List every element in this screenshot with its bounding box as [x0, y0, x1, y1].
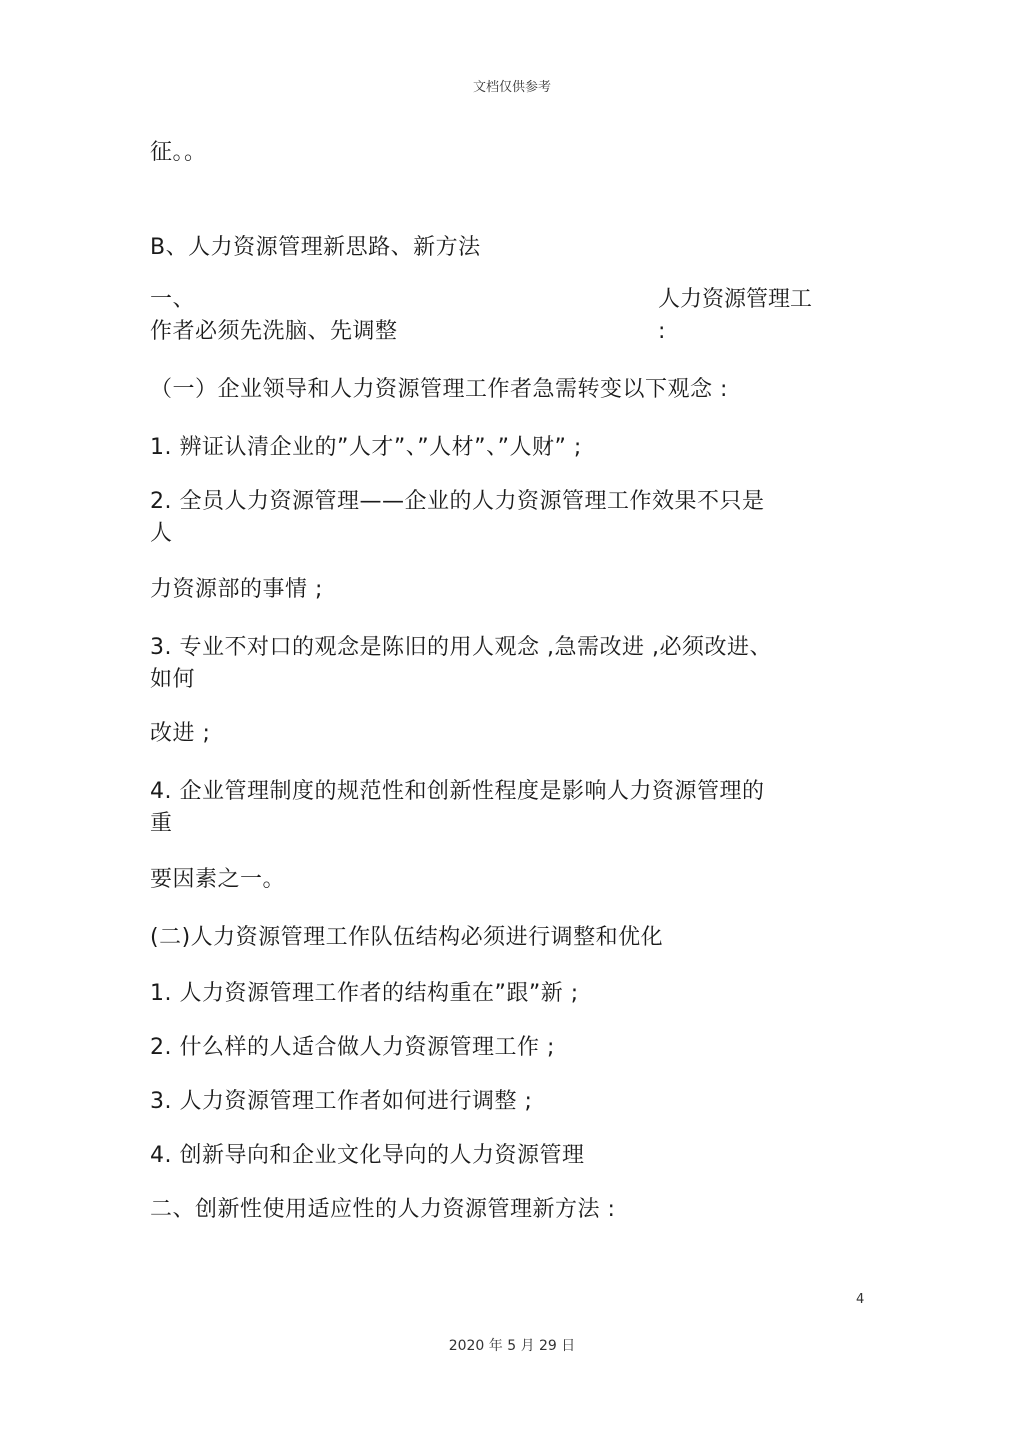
list-item: 3. 人力资源管理工作者如何进行调整 ;: [150, 1089, 533, 1114]
text-line: :: [658, 319, 666, 344]
section-heading: 二、创新性使用适应性的人力资源管理新方法 :: [150, 1197, 616, 1222]
list-item: 1. 人力资源管理工作者的结构重在”跟”新 ;: [150, 981, 579, 1006]
text-line: 力资源部的事情 ;: [150, 577, 323, 602]
list-item: 4. 创新导向和企业文化导向的人力资源管理: [150, 1143, 585, 1168]
list-item: 2. 什么样的人适合做人力资源管理工作 ;: [150, 1035, 555, 1060]
list-item: 3. 专业不对口的观念是陈旧的用人观念 ,急需改进 ,必须改进、: [150, 635, 772, 660]
list-item: 2. 全员人力资源管理——企业的人力资源管理工作效果不只是: [150, 489, 765, 514]
text-line: 人: [150, 521, 173, 546]
text-line: 一、: [150, 287, 196, 312]
text-line: 改进 ;: [150, 721, 211, 746]
text-line: 征。。: [150, 140, 207, 165]
text-line: 重: [150, 811, 173, 836]
list-item: 4. 企业管理制度的规范性和创新性程度是影响人力资源管理的: [150, 779, 765, 804]
subsection-heading: (二)人力资源管理工作队伍结构必须进行调整和优化: [150, 925, 664, 950]
text-line: 人力资源管理工: [658, 287, 813, 312]
section-heading: B、人力资源管理新思路、新方法: [150, 235, 481, 260]
page-number: 4: [856, 1292, 865, 1307]
page-header: 文档仅供参考: [472, 80, 551, 95]
text-line: 要因素之一。: [150, 867, 286, 892]
text-line: 如何: [150, 667, 196, 692]
subsection-heading: （一）企业领导和人力资源管理工作者急需转变以下观念 :: [150, 377, 728, 402]
text-line: 作者必须先洗脑、先调整: [150, 319, 398, 344]
page-footer-date: 2020 年 5 月 29 日: [448, 1338, 576, 1354]
list-item: 1. 辨证认清企业的”人才”、”人材”、”人财” ;: [150, 435, 582, 460]
